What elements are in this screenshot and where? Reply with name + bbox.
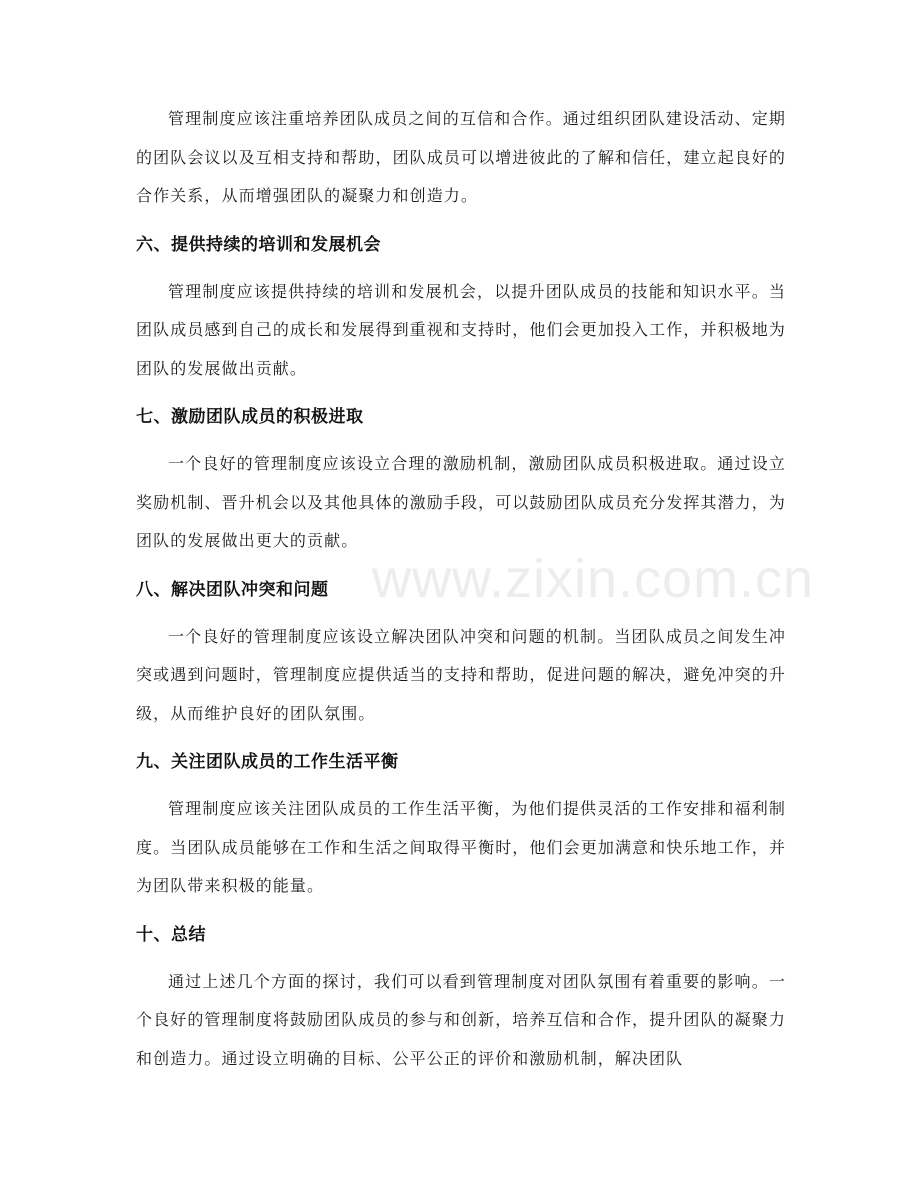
section-paragraph-7: 一个良好的管理制度应该设立合理的激励机制，激励团队成员积极进取。通过设立奖励机制、晋升机会以及其他具体的激励手段，可以鼓励团队成员充分发挥其潜力，为团队的发展做出更大的贡献。 <box>136 454 786 550</box>
document-body <box>136 100 786 1078</box>
section-paragraph-9: 管理制度应该关注团队成员的工作生活平衡，为他们提供灵活的工作安排和福利制度。当团队成员能够在工作和生活之间取得平衡时，他们会更加满意和快乐地工作，并为团队带来积极的能量。 <box>136 799 786 895</box>
section-paragraph-6: 管理制度应该提供持续的培训和发展机会，以提升团队成员的技能和知识水平。当团队成员感到自己的成长和发展得到重视和支持时，他们会更加投入工作，并积极地为团队的发展做出贡献。 <box>136 281 786 378</box>
section-heading-7: 七、激励团队成员的积极进取 <box>136 407 364 427</box>
section-paragraph-10: 通过上述几个方面的探讨，我们可以看到管理制度对团队氛围有着重要的影响。一个良好的管理制度将鼓励团队成员的参与和创新，培养互信和合作，提升团队的凝聚力和创造力。通过设立明确的目标、公平公正的评价和激励机制，解决团队 <box>136 971 786 1068</box>
section-paragraph-8: 一个良好的管理制度应该设立解决团队冲突和问题的机制。当团队成员之间发生冲突或遇到问题时，管理制度应提供适当的支持和帮助，促进问题的解决，避免冲突的升级，从而维护良好的团队氛围。 <box>136 626 786 723</box>
section-heading-6: 六、提供持续的培训和发展机会 <box>136 234 381 255</box>
section-heading-9: 九、关注团队成员的工作生活平衡 <box>136 752 399 772</box>
section-heading-8: 八、解决团队冲突和问题 <box>136 579 329 600</box>
section-heading-10: 十、总结 <box>136 924 206 945</box>
intro-paragraph: 管理制度应该注重培养团队成员之间的互信和合作。通过组织团队建设活动、定期的团队会议以及互相支持和帮助，团队成员可以增进彼此的了解和信任，建立起良好的合作关系，从而增强团队的凝聚力和创造力。 <box>136 109 786 205</box>
watermark: www.zixin.com.cn <box>372 549 815 609</box>
